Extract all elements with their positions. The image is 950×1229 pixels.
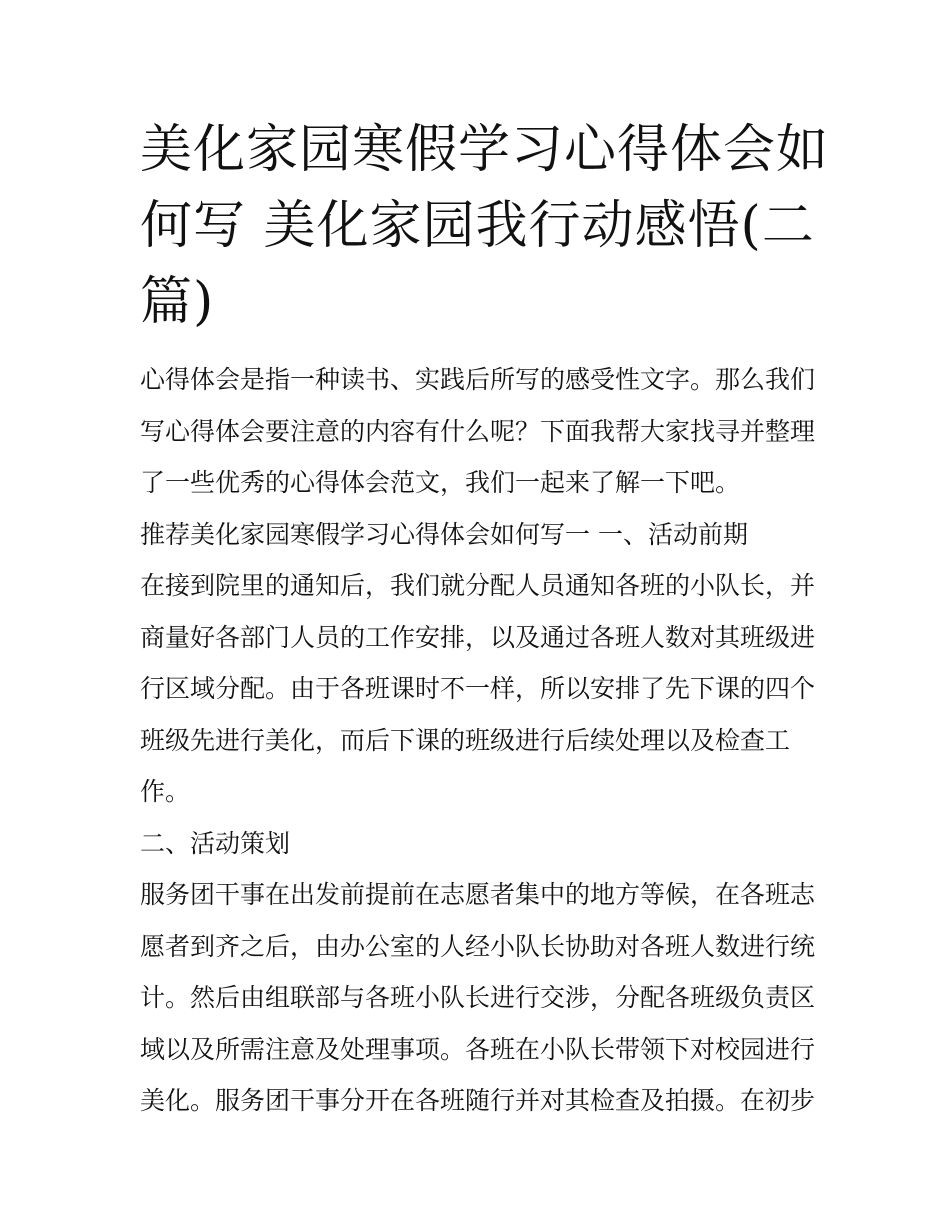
title-line: 何写 美化家园我行动感悟(二	[140, 196, 815, 256]
body-line: 心得体会是指一种读书、实践后所写的感受性文字。那么我们	[140, 365, 816, 394]
body-line: 了一些优秀的心得体会范文，我们一起来了解一下吧。	[140, 468, 741, 497]
title-line: 篇)	[140, 272, 215, 332]
body-line: 在接到院里的通知后，我们就分配人员通知各班的小队长，并	[140, 571, 816, 600]
section-heading: 推荐美化家园寒假学习心得体会如何写一 一、活动前期	[140, 519, 748, 549]
body-line: 商量好各部门人员的工作安排，以及通过各班人数对其班级进	[140, 622, 816, 652]
body-line: 行区域分配。由于各班课时不一样，所以安排了先下课的四个	[140, 674, 816, 703]
document-title	[140, 112, 830, 340]
body-line: 班级先进行美化，而后下课的班级进行后续处理以及检查工	[140, 725, 791, 755]
document-body	[140, 354, 820, 1127]
body-line: 计。然后由组联部与各班小队长进行交涉，分配各班级负责区	[140, 983, 816, 1012]
body-line: 域以及所需注意及处理事项。各班在小队长带领下对校园进行	[140, 1034, 816, 1064]
body-line: 作。	[140, 777, 191, 806]
body-line: 服务团干事在出发前提前在志愿者集中的地方等候，在各班志	[140, 880, 816, 909]
body-line: 写心得体会要注意的内容有什么呢？下面我帮大家找寻并整理	[140, 416, 816, 446]
section-heading: 二、活动策划	[140, 828, 291, 858]
title-line: 美化家园寒假学习心得体会如	[140, 120, 830, 180]
body-line: 美化。服务团干事分开在各班随行并对其检查及拍摄。在初步	[140, 1086, 816, 1115]
body-line: 愿者到齐之后，由办公室的人经小队长协助对各班人数进行统	[140, 931, 816, 961]
